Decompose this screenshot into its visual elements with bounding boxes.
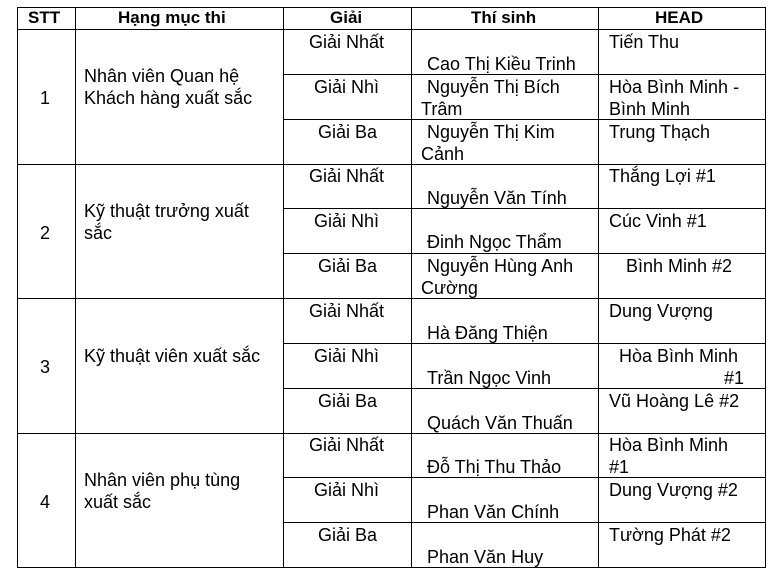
head-cell: Hòa Bình Minh	[619, 346, 739, 366]
candidate-cell: Nguyễn Văn Tính	[427, 188, 567, 208]
header-head: HEAD	[655, 8, 704, 27]
prize-cell: Giải Nhất	[309, 435, 385, 455]
category-cell: Nhân viên phụ tùng	[84, 470, 241, 490]
category-cell: xuất sắc	[84, 492, 152, 512]
head-cell: Vũ Hoàng Lê #2	[609, 391, 740, 411]
head-cell: Thắng Lợi #1	[609, 166, 716, 186]
head-cell: Trung Thạch	[609, 122, 711, 142]
candidate-cell: Quách Văn Thuấn	[427, 413, 573, 433]
candidate-cell: Nguyễn Hùng Anh	[427, 256, 574, 276]
head-cell: Hòa Bình Minh	[609, 435, 729, 455]
header-prize: Giải	[330, 8, 363, 27]
candidate-cell: Trần Ngọc Vinh	[427, 368, 552, 388]
prize-cell: Giải Ba	[318, 525, 378, 545]
category-cell: Kỹ thuật trưởng xuất	[84, 201, 249, 221]
head-cell: #1	[609, 457, 630, 477]
head-cell: Tường Phát #2	[609, 525, 731, 545]
candidate-cell: Phan Văn Huy	[427, 547, 544, 567]
row-divider	[283, 253, 765, 254]
header-category: Hạng mục thi	[118, 8, 226, 27]
category-cell: Khách hàng xuất sắc	[84, 88, 253, 108]
prize-cell: Giải Nhất	[309, 32, 385, 52]
prize-cell: Giải Nhất	[309, 301, 385, 321]
head-cell: Dung Vượng #2	[609, 480, 738, 500]
candidate-cell: Phan Văn Chính	[427, 502, 560, 522]
stt-cell: 2	[40, 223, 51, 243]
candidate-cell: Đỗ Thị Thu Thảo	[427, 457, 562, 477]
prize-cell: Giải Ba	[318, 256, 378, 276]
stt-cell: 1	[40, 88, 51, 108]
column-divider	[411, 7, 412, 568]
group-divider	[17, 298, 765, 299]
head-cell: Cúc Vinh #1	[609, 211, 707, 231]
border-right	[765, 7, 766, 568]
candidate-cell: Cường	[421, 278, 478, 298]
category-cell: sắc	[84, 223, 113, 243]
prize-cell: Giải Nhất	[309, 166, 385, 186]
candidate-cell: Đinh Ngọc Thẩm	[427, 232, 562, 252]
row-divider	[283, 119, 765, 120]
prize-cell: Giải Nhì	[314, 211, 380, 231]
column-divider	[598, 7, 599, 568]
header-divider	[17, 29, 765, 30]
head-cell: Bình Minh #2	[626, 256, 733, 276]
header-candidate: Thí sinh	[471, 8, 537, 27]
border-bottom	[17, 567, 765, 568]
header-stt: STT	[28, 8, 61, 27]
candidate-cell: Trâm	[421, 99, 463, 119]
head-cell: Tiến Thu	[609, 32, 680, 52]
column-divider	[75, 7, 76, 568]
candidate-cell: Nguyễn Thị Bích	[427, 77, 560, 97]
category-cell: Nhân viên Quan hệ	[84, 66, 240, 86]
border-left	[17, 7, 18, 568]
candidate-cell: Cao Thị Kiều Trinh	[427, 54, 576, 74]
candidate-cell: Nguyễn Thị Kim	[427, 122, 555, 142]
candidate-cell: Hà Đăng Thiện	[427, 323, 548, 343]
prize-cell: Giải Nhì	[314, 346, 380, 366]
prize-cell: Giải Ba	[318, 122, 378, 142]
head-cell: Bình Minh	[609, 99, 691, 119]
category-cell: Kỹ thuật viên xuất sắc	[84, 346, 261, 366]
stt-cell: 4	[40, 492, 51, 512]
head-cell: Dung Vượng	[609, 301, 713, 321]
head-cell: #1	[724, 368, 745, 388]
prize-cell: Giải Ba	[318, 391, 378, 411]
head-cell: Hòa Bình Minh -	[609, 77, 740, 97]
column-divider	[283, 7, 284, 568]
stt-cell: 3	[40, 357, 51, 377]
candidate-cell: Cảnh	[421, 144, 465, 164]
prize-cell: Giải Nhì	[314, 480, 380, 500]
prize-cell: Giải Nhì	[314, 77, 380, 97]
